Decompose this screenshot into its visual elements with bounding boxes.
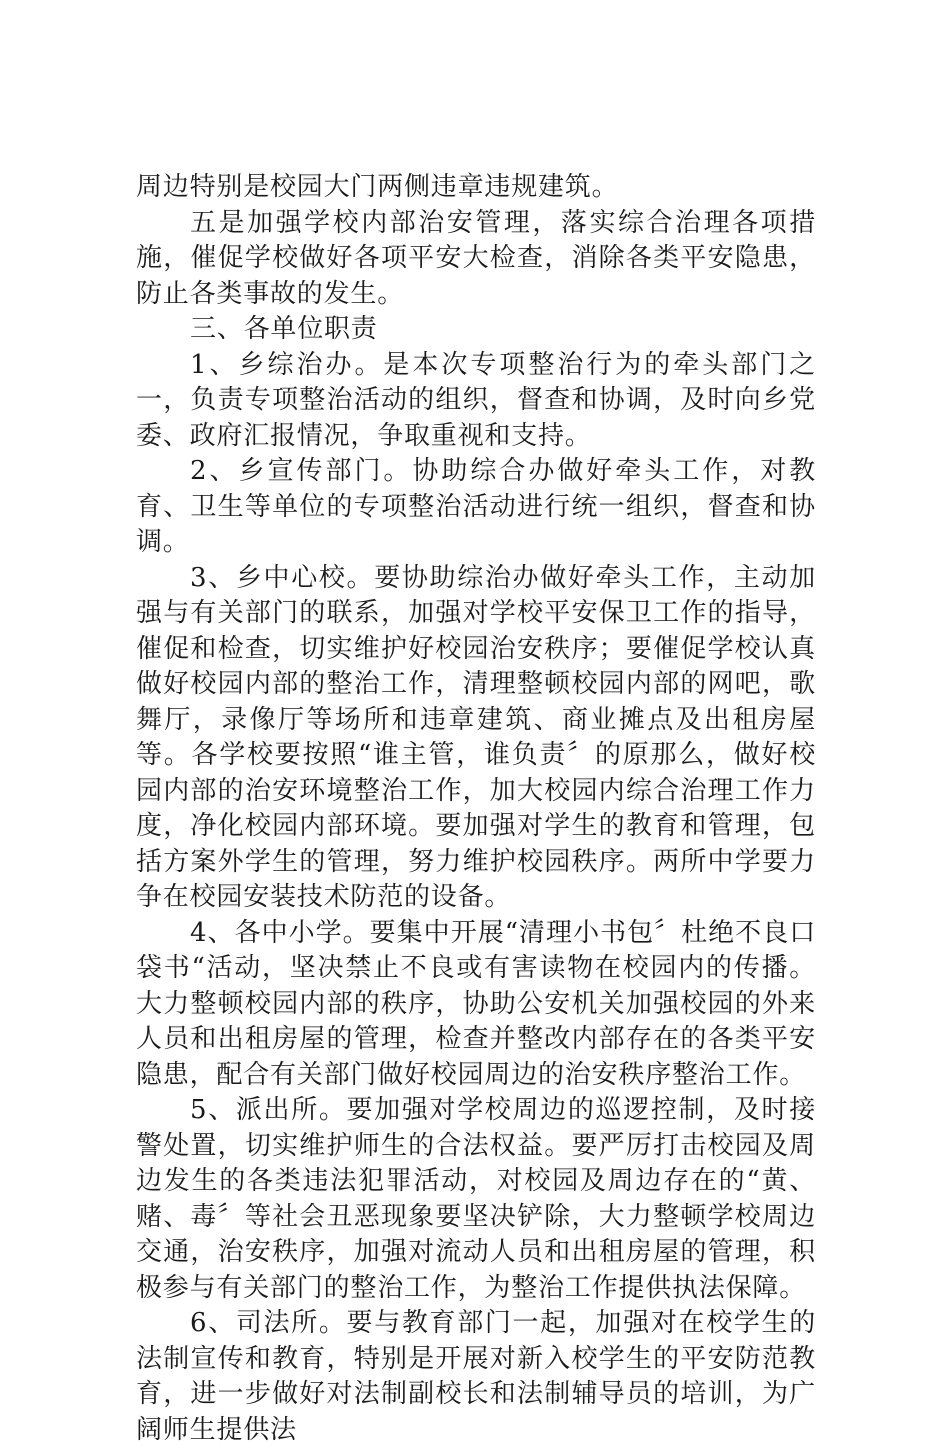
paragraph-township-office: 1、乡综治办。是本次专项整治行为的牵头部门之一，负责专项整治活动的组织，督查和协调，及时向乡党委、政府汇报情况，争取重视和支持。 — [136, 349, 816, 451]
paragraph-central-school: 3、乡中心校。要协助综治办做好牵头工作，主动加强与有关部门的联系，加强对学校平安保卫工作的指导，催促和检查，切实维护好校园治安秩序；要催促学校认真做好校园内部的整治工作，清理整顿校园内部的网吧，歌舞厅，录像厅等场所和违章建筑、商业摊点及出租房屋等。各学校要按照“谁主管，谁负责〞的原那么，做好校园内部的治安环境整治工作，加大校园内综合治理工作力度，净化校园内部环境。要加强对学生的教育和管理，包括方案外学生的管理，努力维护校园秩序。两所中学要力争在校园安装技术防范的设备。 — [136, 562, 816, 912]
paragraph-publicity-department: 2、乡宣传部门。协助综合办做好牵头工作，对教育、卫生等单位的专项整治活动进行统一组织，督查和协调。 — [136, 456, 816, 557]
paragraph-schools: 4、各中小学。要集中开展“清理小书包〞杜绝不良口袋书“活动，坚决禁止不良或有害读物在校园内的传播。大力整顿校园内部的秩序，协助公安机关加强校园的外来人员和出租房屋的管理，检查并整改内部存在的各类平安隐患，配合有关部门做好校园周边的治安秩序整治工作。 — [136, 917, 816, 1090]
section-heading-responsibilities: 三、各单位职责 — [190, 314, 378, 344]
body-text — [136, 170, 816, 1448]
paragraph-item-five: 五是加强学校内部治安管理，落实综合治理各项措施，催促学校做好各项平安大检查，消除各类平安隐患，防止各类事故的发生。 — [136, 207, 816, 309]
paragraph-judicial-office: 6、司法所。要与教育部门一起，加强对在校学生的法制宣传和教育，特别是开展对新入校学生的平安防范教育，进一步做好对法制副校长和法制辅导员的培训，为广阔师生提供法 — [136, 1308, 816, 1445]
paragraph-police-station: 5、派出所。要加强对学校周边的巡逻控制，及时接警处置，切实维护师生的合法权益。要严厉打击校园及周边发生的各类违法犯罪活动，对校园及周边存在的“黄、赌、毒〞等社会丑恶现象要坚决铲除，大力整顿学校周边交通，治安秩序，加强对流动人员和出租房屋的管理，积极参与有关部门的整治工作，为整治工作提供执法保障。 — [136, 1095, 816, 1303]
paragraph-continuation: 周边特别是校园大门两侧违章违规建筑。 — [136, 172, 619, 202]
